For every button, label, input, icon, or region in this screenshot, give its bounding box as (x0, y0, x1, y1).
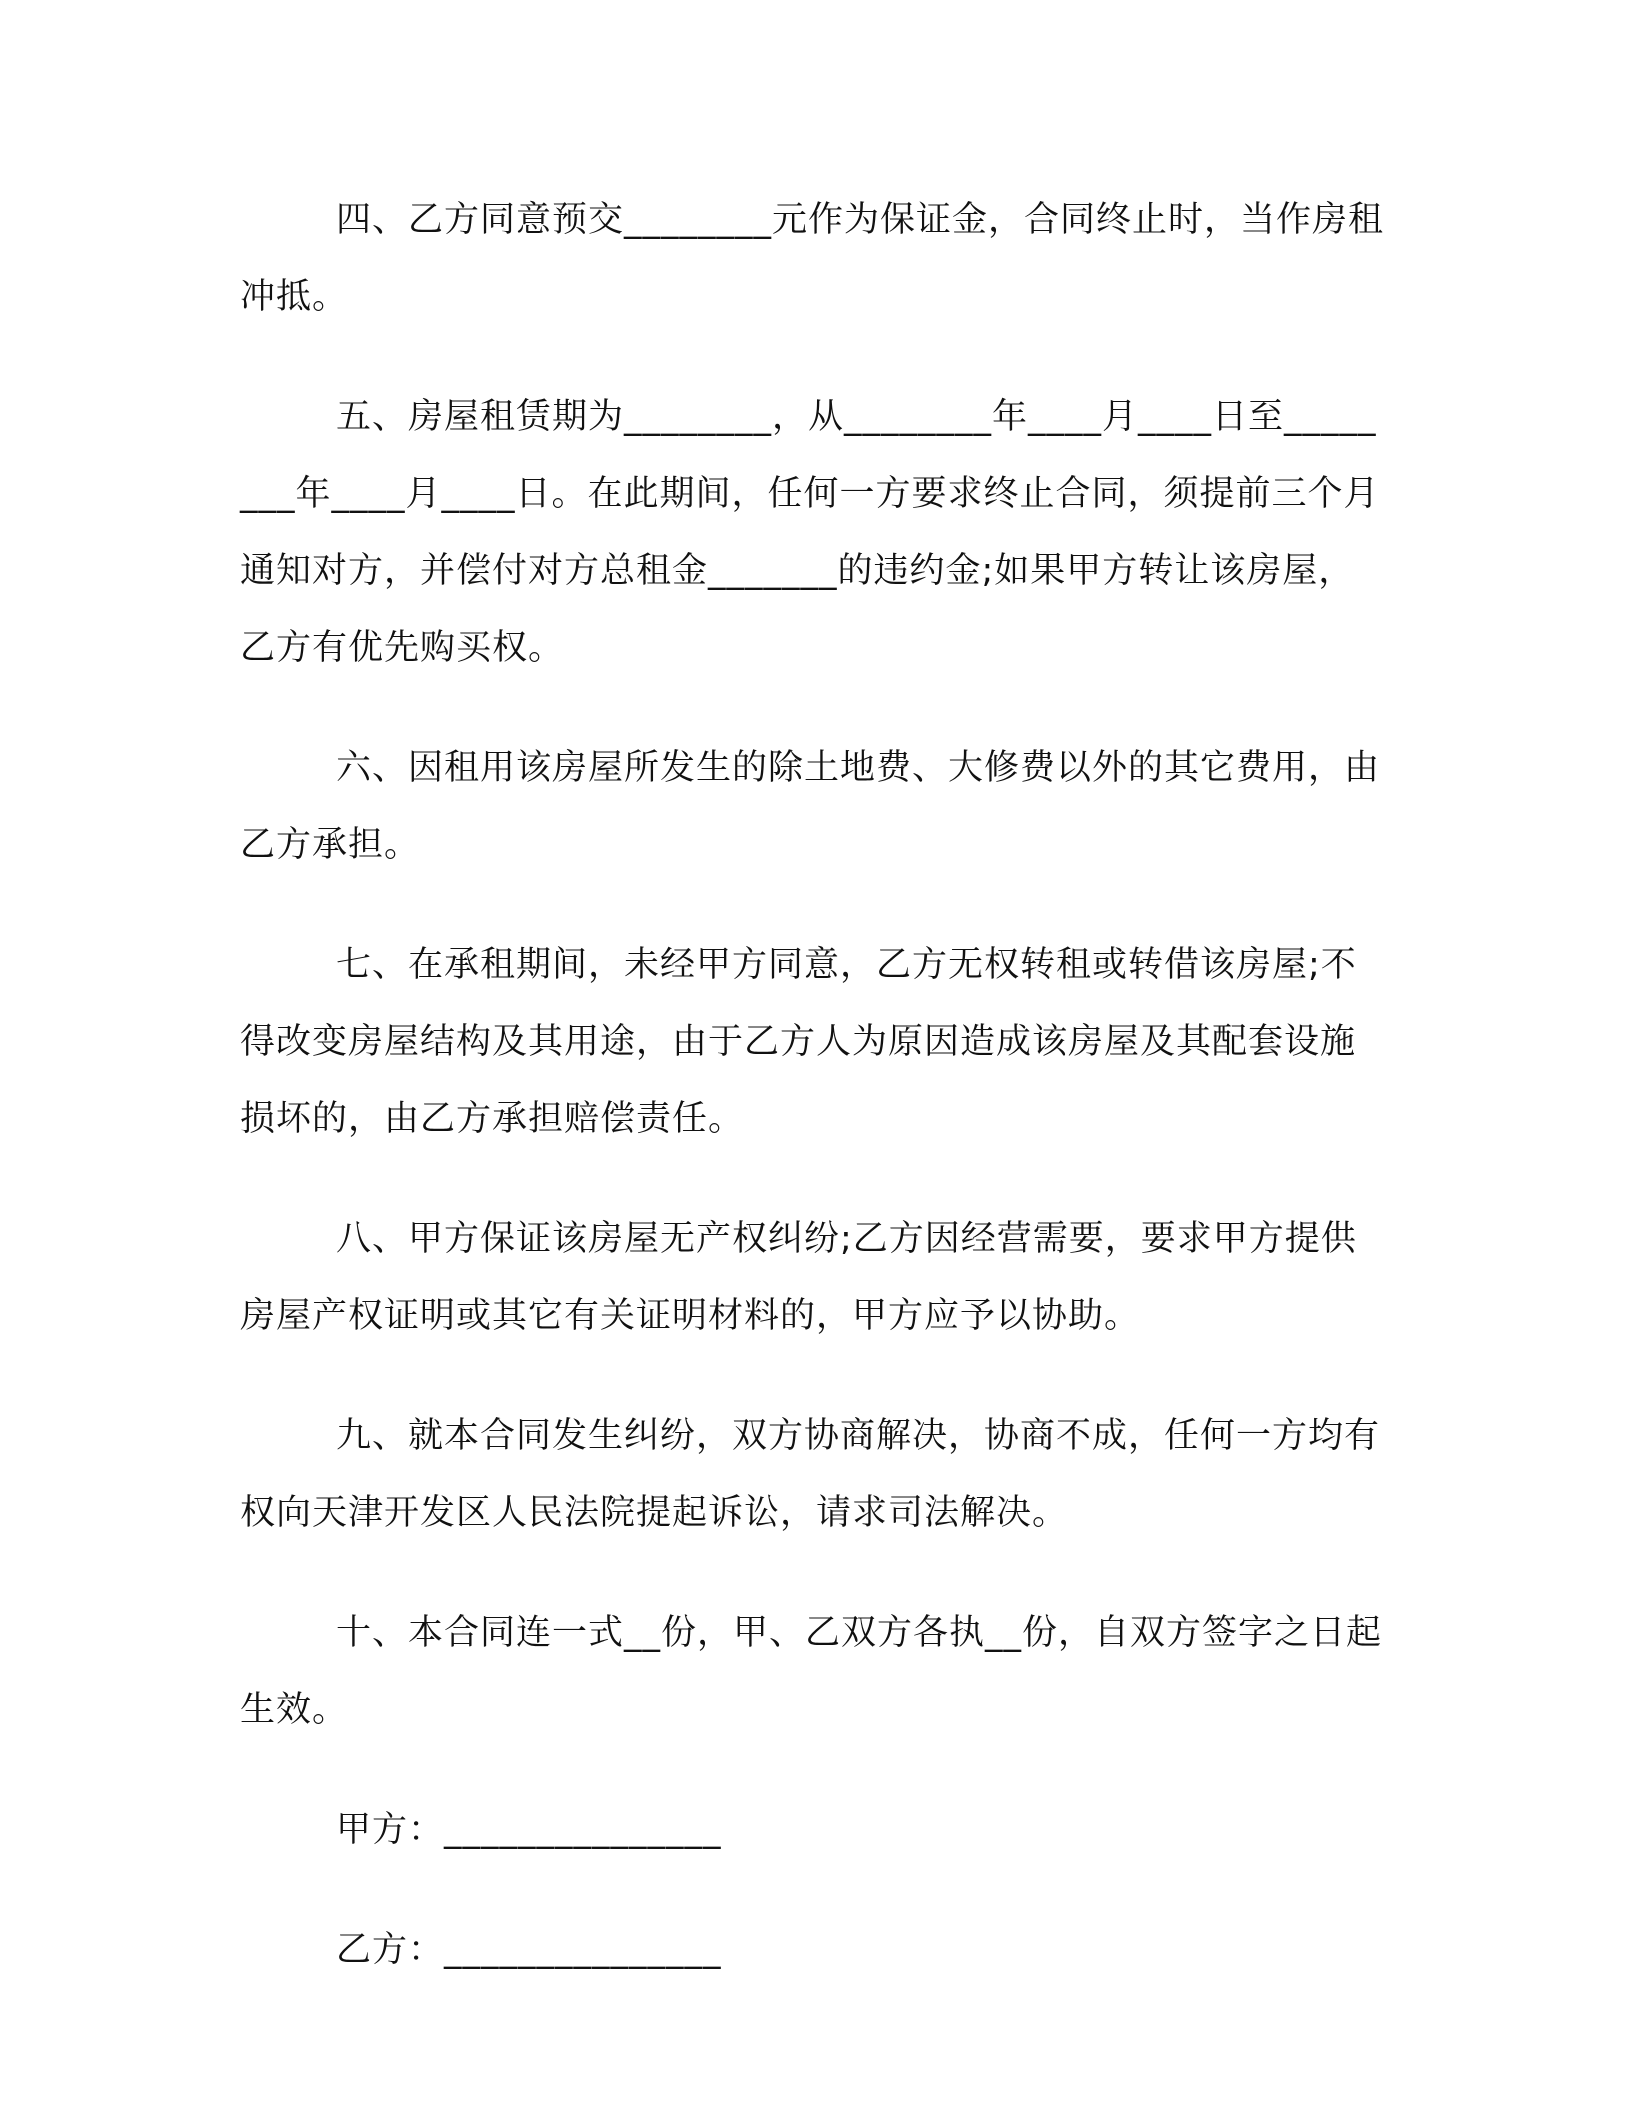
clause-8: 八、甲方保证该房屋无产权纠纷;乙方因经营需要，要求甲方提供房屋产权证明或其它有关证明材料的，甲方应予以协助。 (240, 1219, 1357, 1336)
party-a-signature-line: 甲方：_______________ (336, 1810, 722, 1850)
clause-5: 五、房屋租赁期为________，从________年____月____日至________年____月____日。在此期间，任何一方要求终止合同，须提前三个月通知对方，并偿付对方总租金_______的违约金;如果甲方转让该房屋，乙方有优先购买权。 (240, 397, 1380, 668)
clause-10: 十、本合同连一式__份，甲、乙双方各执__份，自双方签字之日起生效。 (240, 1613, 1383, 1730)
clause-6: 六、因租用该房屋所发生的除土地费、大修费以外的其它费用，由乙方承担。 (240, 748, 1381, 865)
clause-4: 四、乙方同意预交________元作为保证金，合同终止时，当作房租冲抵。 (240, 200, 1385, 317)
clause-7: 七、在承租期间，未经甲方同意，乙方无权转租或转借该房屋;不得改变房屋结构及其用途，由于乙方人为原因造成该房屋及其配套设施损坏的，由乙方承担赔偿责任。 (240, 945, 1357, 1139)
contract-body (240, 182, 1390, 2032)
party-b-signature-line: 乙方：_______________ (336, 1930, 722, 1970)
clause-9: 九、就本合同发生纠纷，双方协商解决，协商不成，任何一方均有权向天津开发区人民法院提起诉讼，请求司法解决。 (240, 1416, 1381, 1533)
